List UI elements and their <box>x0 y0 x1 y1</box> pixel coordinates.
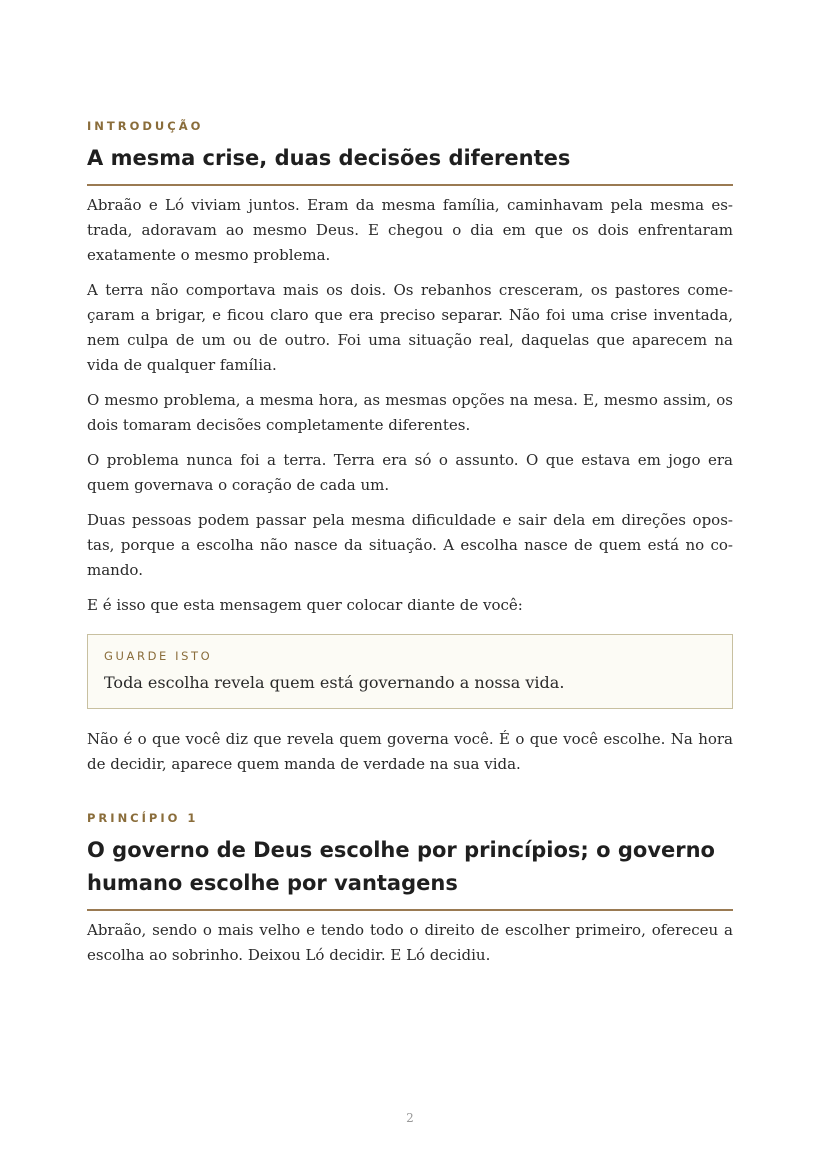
body-paragraph: A terra não comportava mais os dois. Os rebanhos cresceram, os pastores começaram a brigar, e ficou claro que era preciso separar. Não foi uma crise inventada, nem culpa de um ou de outro. Foi uma situação real, daquelas que aparecem na vida de qualquer família. <box>87 281 733 374</box>
body-paragraph: Abraão e Ló viviam juntos. Eram da mesma família, caminhavam pela mesma estrada, adoravam ao mesmo Deus. E chegou o dia em que os dois enfrentaram exatamente o mesmo problema. <box>87 196 733 264</box>
section-title: O governo de Deus escolhe por princípios; o governo humano escolhe por vantagens <box>87 834 733 911</box>
section-eyebrow: INTRODUÇÃO <box>87 119 204 133</box>
body-paragraph: Não é o que você diz que revela quem governa você. É o que você escolhe. Na hora de decidir, aparece quem manda de verdade na sua vida. <box>87 730 733 773</box>
body-paragraph: Duas pessoas podem passar pela mesma dificuldade e sair dela em direções opostas, porque a escolha não nasce da situação. A escolha nasce de quem está no comando. <box>87 511 733 579</box>
body-paragraph: Abraão, sendo o mais velho e tendo todo o direito de escolher primeiro, ofereceu a escolha ao sobrinho. Deixou Ló decidir. E Ló decidiu. <box>87 921 733 964</box>
section-eyebrow: PRINCÍPIO 1 <box>87 811 199 825</box>
callout-label: GUARDE ISTO <box>104 649 213 663</box>
callout-box <box>87 634 733 709</box>
section-principle-1 <box>87 810 733 968</box>
body-paragraph: O problema nunca foi a terra. Terra era só o assunto. O que estava em jogo era quem governava o coração de cada um. <box>87 451 733 494</box>
section-title: A mesma crise, duas decisões diferentes <box>87 142 733 186</box>
section-introduction <box>87 118 733 777</box>
page-number: 2 <box>406 1111 414 1125</box>
callout-text: Toda escolha revela quem está governando a nossa vida. <box>104 673 565 692</box>
document-page <box>87 118 733 968</box>
body-paragraph: O mesmo problema, a mesma hora, as mesmas opções na mesa. E, mesmo assim, os dois tomaram decisões completamente diferentes. <box>87 391 733 434</box>
body-paragraph: E é isso que esta mensagem quer colocar diante de você: <box>87 596 523 614</box>
